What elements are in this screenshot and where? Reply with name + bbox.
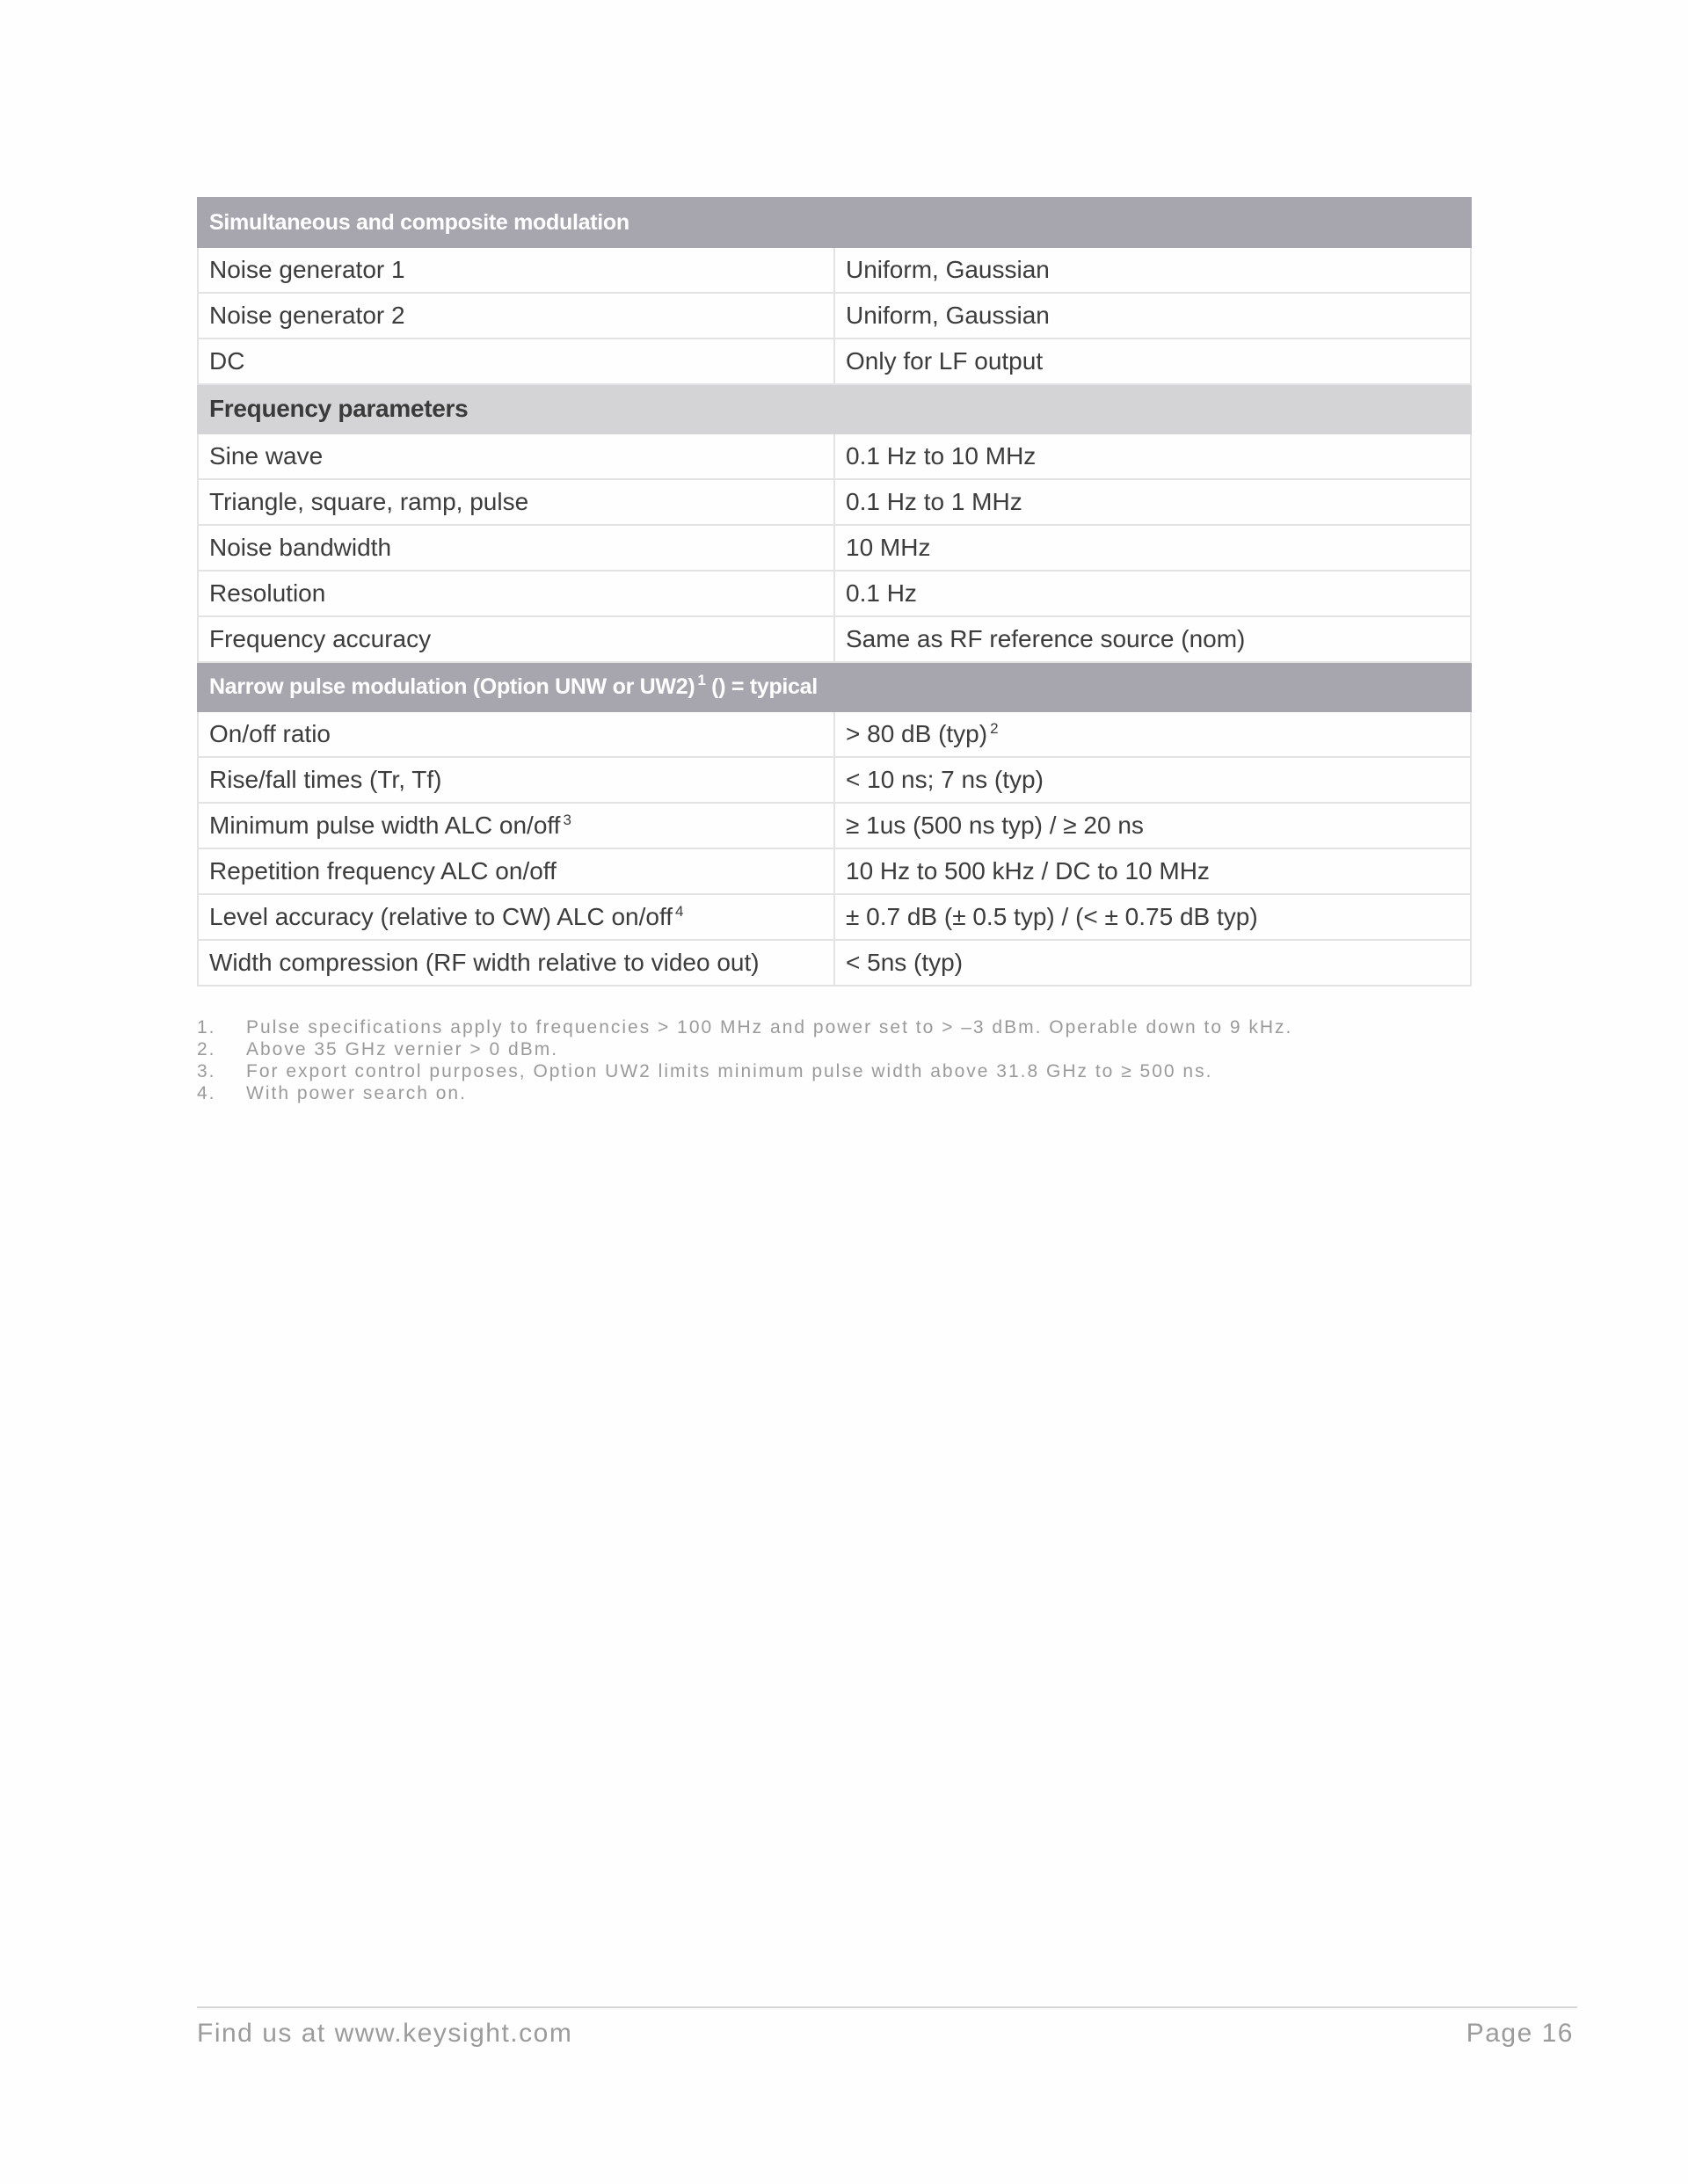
footnote-ref: 3 [563, 811, 571, 828]
footnote-number: 2. [197, 1039, 216, 1059]
footnote-number: 3. [197, 1061, 216, 1081]
value-cell: Same as RF reference source (nom) [834, 616, 1471, 662]
value-cell: 10 Hz to 500 kHz / DC to 10 MHz [834, 848, 1471, 894]
footnote-text: With power search on. [246, 1083, 467, 1103]
table-row [198, 479, 1471, 525]
table-row [198, 757, 1471, 803]
value-cell [834, 711, 1471, 757]
footnote-text: Above 35 GHz vernier > 0 dBm. [246, 1039, 559, 1059]
section-title [198, 662, 1471, 711]
section-header-frequency-parameters [198, 384, 1471, 433]
value-cell: 0.1 Hz to 10 MHz [834, 433, 1471, 479]
param-cell: On/off ratio [198, 711, 834, 757]
table-row [198, 940, 1471, 986]
footer-divider [197, 2006, 1577, 2008]
spec-table [197, 197, 1472, 986]
value-cell: Only for LF output [834, 339, 1471, 384]
param-cell: Frequency accuracy [198, 616, 834, 662]
value-text: > 80 dB (typ) [846, 720, 988, 747]
param-cell: DC [198, 339, 834, 384]
table-row [198, 525, 1471, 571]
param-cell: Resolution [198, 571, 834, 616]
footnotes [197, 1016, 1292, 1104]
section-title: Simultaneous and composite modulation [198, 198, 1471, 247]
table-row [198, 433, 1471, 479]
table-row [198, 571, 1471, 616]
section-header-narrow-pulse-modulation [198, 662, 1471, 711]
param-cell [198, 803, 834, 848]
footnote [197, 1016, 1292, 1038]
table-row [198, 803, 1471, 848]
table-row [198, 339, 1471, 384]
value-cell: Uniform, Gaussian [834, 293, 1471, 339]
param-cell: Width compression (RF width relative to video out) [198, 940, 834, 986]
section-title-suffix: () = typical [711, 673, 818, 699]
footnote [197, 1082, 1292, 1104]
section-header-simultaneous-modulation [198, 198, 1471, 247]
param-cell: Noise generator 2 [198, 293, 834, 339]
value-cell: < 5ns (typ) [834, 940, 1471, 986]
param-cell: Repetition frequency ALC on/off [198, 848, 834, 894]
table-row [198, 711, 1471, 757]
param-cell: Triangle, square, ramp, pulse [198, 479, 834, 525]
page-number: Page 16 [1466, 2019, 1574, 2048]
param-cell: Sine wave [198, 433, 834, 479]
param-cell [198, 894, 834, 940]
table-row [198, 848, 1471, 894]
value-cell: 10 MHz [834, 525, 1471, 571]
footnote-text: Pulse specifications apply to frequencies > 100 MHz and power set to > –3 dBm. Operable down to 9 kHz. [246, 1017, 1293, 1037]
table-row [198, 616, 1471, 662]
footnote-number: 4. [197, 1083, 216, 1103]
value-cell: < 10 ns; 7 ns (typ) [834, 757, 1471, 803]
table-row [198, 293, 1471, 339]
footnote-number: 1. [197, 1017, 216, 1037]
value-cell: Uniform, Gaussian [834, 247, 1471, 293]
value-cell: ± 0.7 dB (± 0.5 typ) / (< ± 0.75 dB typ) [834, 894, 1471, 940]
table-row [198, 247, 1471, 293]
value-cell: 0.1 Hz to 1 MHz [834, 479, 1471, 525]
footnote-ref: 4 [675, 902, 684, 920]
param-cell: Noise bandwidth [198, 525, 834, 571]
footnote-text: For export control purposes, Option UW2 limits minimum pulse width above 31.8 GHz to ≥ 500 ns. [246, 1061, 1213, 1081]
param-text: Minimum pulse width ALC on/off [209, 812, 561, 839]
section-title: Frequency parameters [198, 384, 1471, 433]
param-cell: Noise generator 1 [198, 247, 834, 293]
param-cell: Rise/fall times (Tr, Tf) [198, 757, 834, 803]
footnote-ref: 1 [697, 672, 706, 689]
footer-website: Find us at www.keysight.com [197, 2019, 573, 2048]
footnote [197, 1038, 1292, 1060]
value-cell: 0.1 Hz [834, 571, 1471, 616]
footnote [197, 1060, 1292, 1082]
value-cell: ≥ 1us (500 ns typ) / ≥ 20 ns [834, 803, 1471, 848]
footnote-ref: 2 [990, 719, 999, 737]
section-title-text: Narrow pulse modulation (Option UNW or UW2) [209, 673, 695, 699]
table-row [198, 894, 1471, 940]
param-text: Level accuracy (relative to CW) ALC on/off [209, 903, 673, 930]
